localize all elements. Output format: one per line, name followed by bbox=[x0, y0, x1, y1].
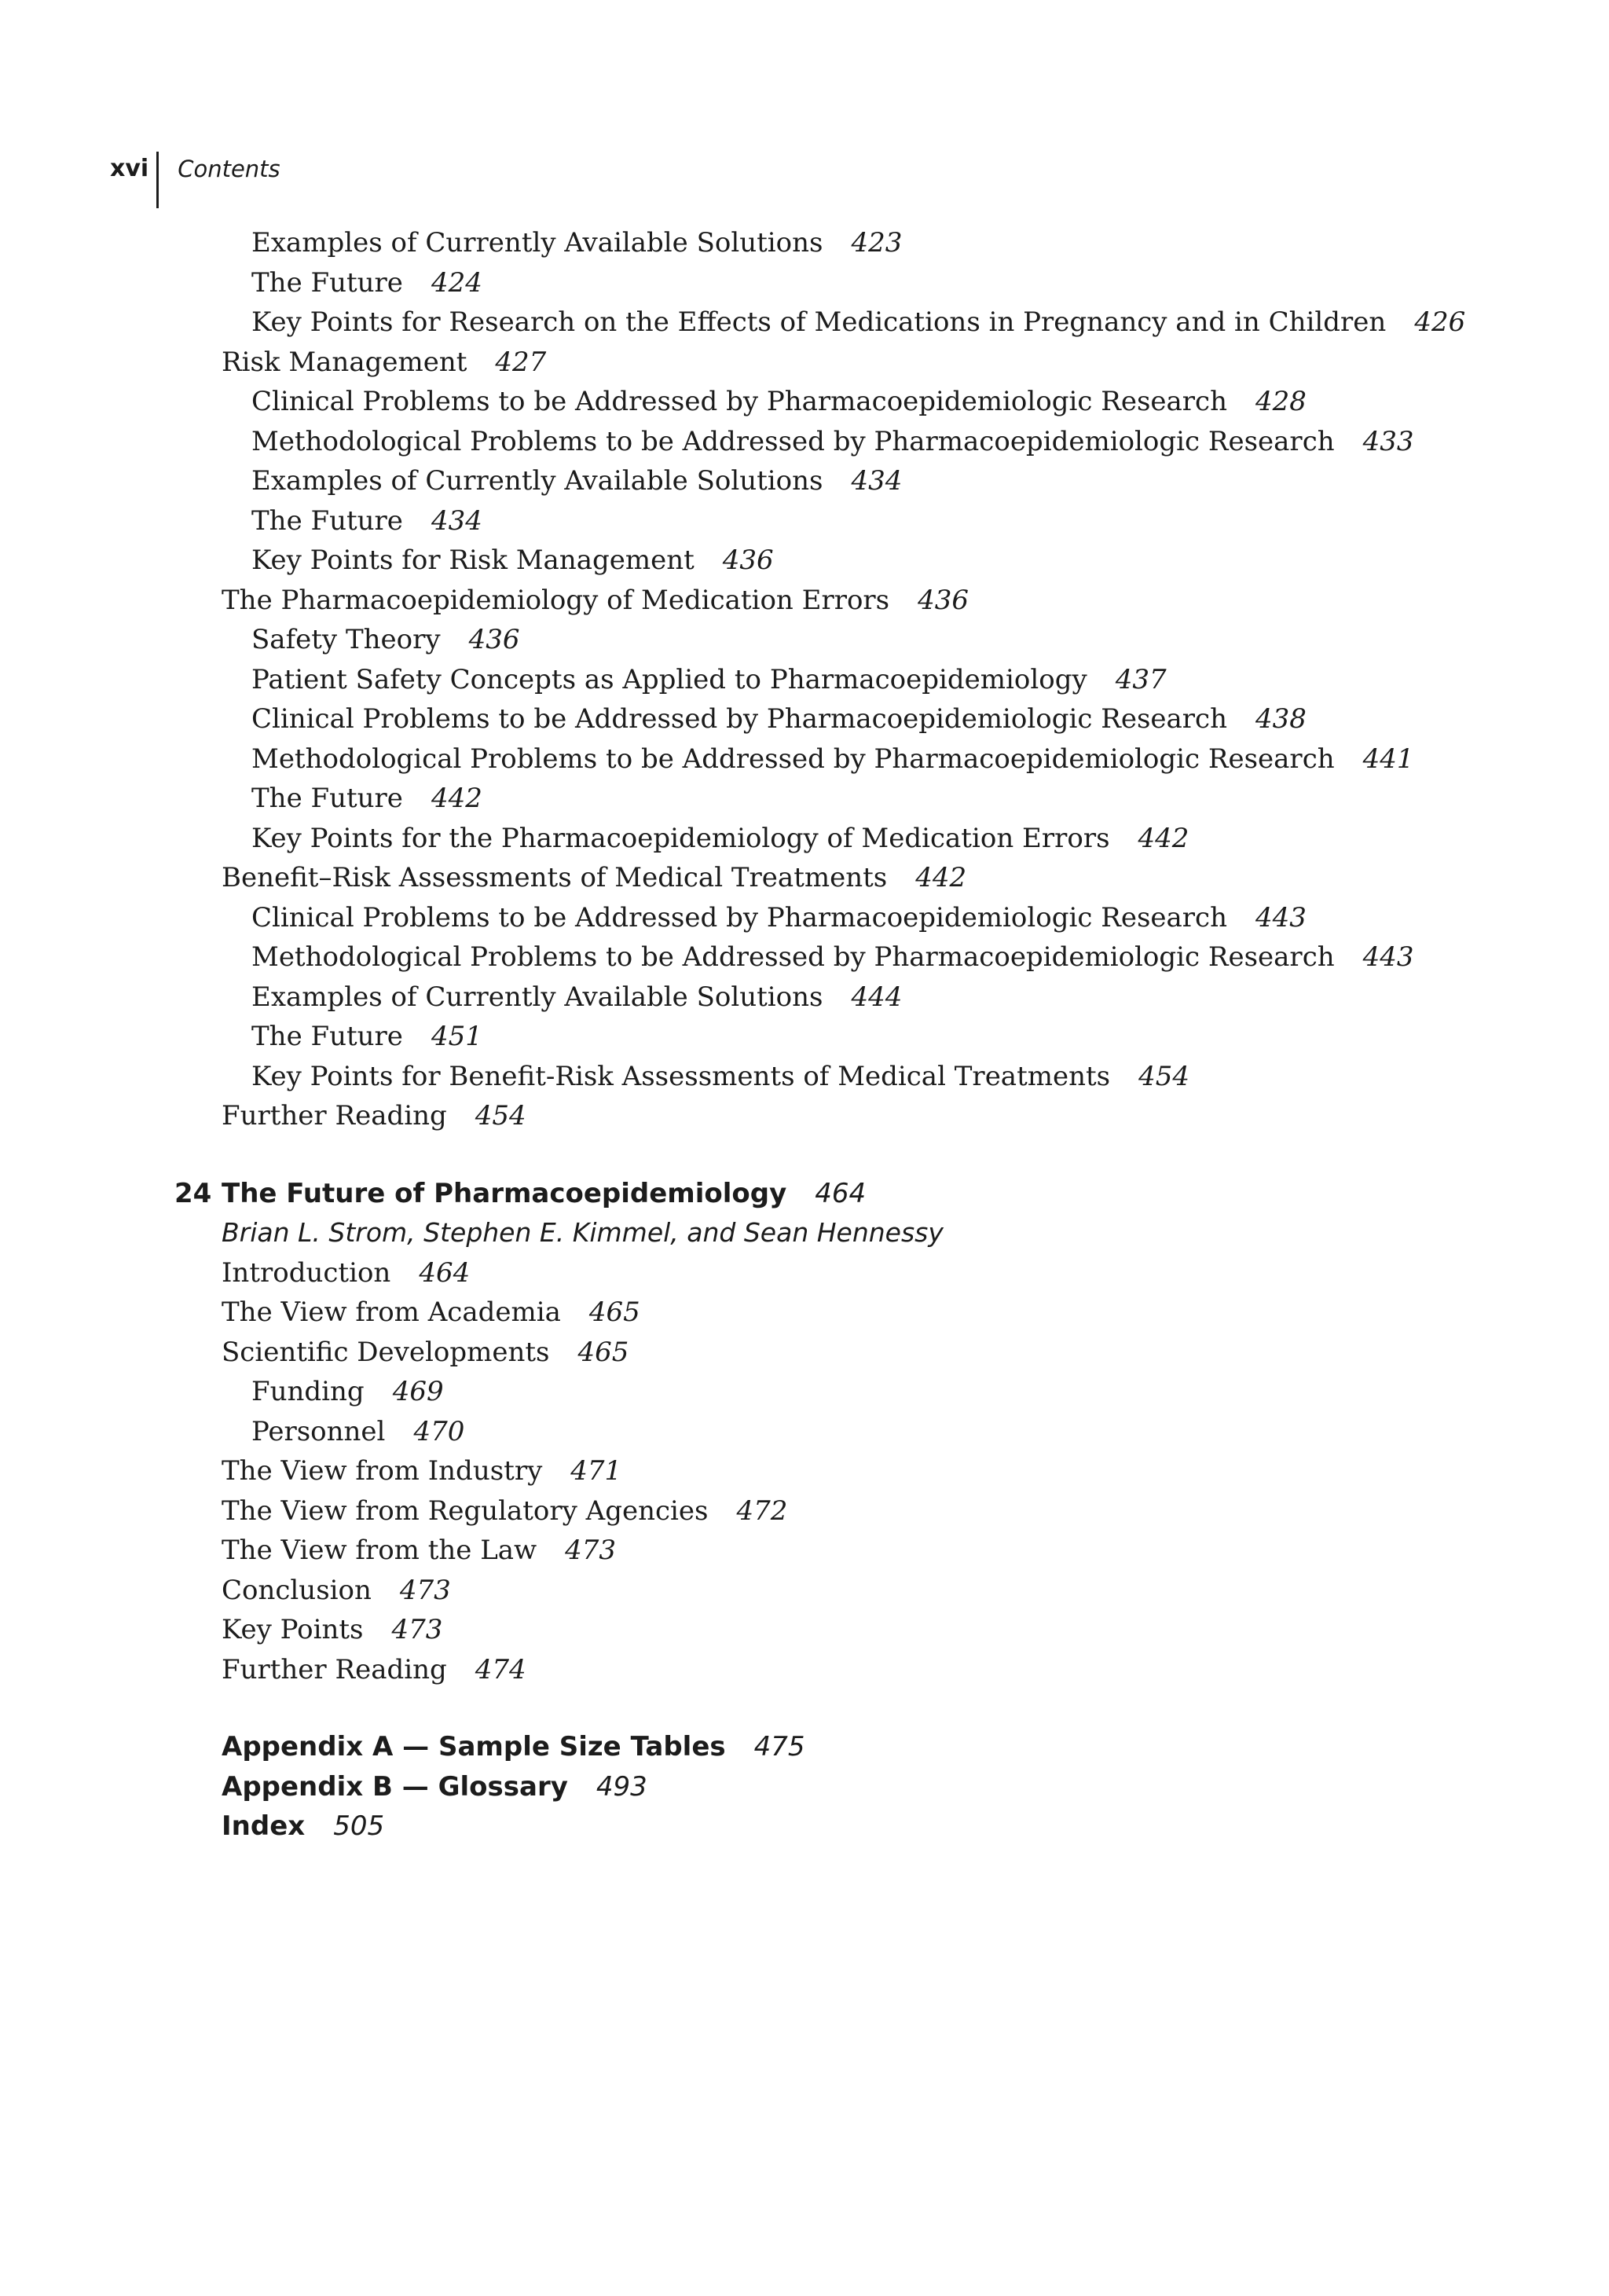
chapter-authors: Brian L. Strom, Stephen E. Kimmel, and Sean Hennessy bbox=[222, 1217, 944, 1248]
toc-entry-title: The View from the Law bbox=[222, 1535, 537, 1566]
toc-entry-scientific-developments[interactable] bbox=[0, 1333, 1609, 1373]
toc-entry-further-reading[interactable] bbox=[0, 1650, 1609, 1690]
chapter-number: 24 bbox=[174, 1177, 212, 1209]
toc-entry-page-number: 465 bbox=[577, 1336, 629, 1368]
toc-entry-title: Index bbox=[222, 1810, 306, 1842]
toc-entry-page-number: 428 bbox=[1255, 386, 1307, 417]
toc-entry-page-number: 443 bbox=[1255, 901, 1307, 933]
toc-entry-title: The Future bbox=[251, 1021, 403, 1052]
toc-entry-examples-of-currently-available-solutions[interactable] bbox=[0, 461, 1609, 501]
toc-entry-patient-safety-concepts-as-applied-to-pharmacoepidemiology[interactable] bbox=[0, 660, 1609, 700]
toc-entry-page-number: 434 bbox=[431, 504, 482, 537]
back-matter-spacer bbox=[0, 1689, 1609, 1727]
toc-entry-page-number: 473 bbox=[391, 1614, 443, 1645]
toc-entry-page-number: 427 bbox=[495, 346, 547, 378]
toc-entry-page-number: 443 bbox=[1362, 941, 1414, 973]
toc-entry-title: The Pharmacoepidemiology of Medication Errors bbox=[222, 584, 890, 616]
toc-entry-title: Appendix B — Glossary bbox=[222, 1770, 568, 1803]
toc-back-matter bbox=[0, 1727, 1609, 1847]
toc-entry-page-number: 442 bbox=[431, 783, 482, 814]
toc-entry-title: Safety Theory bbox=[251, 624, 441, 655]
toc-entry-title: Appendix A — Sample Size Tables bbox=[222, 1731, 726, 1762]
toc-entry-title: The View from Regulatory Agencies bbox=[222, 1495, 709, 1527]
toc-entry-clinical-problems-to-be-addressed-by-pharmacoepidemiologic-research[interactable] bbox=[0, 699, 1609, 739]
toc-entry-title: The Future bbox=[251, 504, 403, 537]
toc-entry-examples-of-currently-available-solutions[interactable] bbox=[0, 223, 1609, 263]
toc-entry-personnel[interactable] bbox=[0, 1412, 1609, 1452]
toc-entry-page-number: 473 bbox=[565, 1535, 617, 1566]
toc-entry-methodological-problems-to-be-addressed-by-pharmacoepidemiologic-research[interactable] bbox=[0, 937, 1609, 977]
toc-entry-benefit-risk-assessments-of-medical-treatments[interactable] bbox=[0, 858, 1609, 898]
toc-entry-appendix-a-sample-size-tables[interactable] bbox=[0, 1727, 1609, 1767]
toc-entry-the-future[interactable] bbox=[0, 263, 1609, 303]
toc-entry-title: Methodological Problems to be Addressed by Pharmacoepidemiologic Research bbox=[251, 425, 1335, 457]
toc-entry-page-number: 505 bbox=[333, 1810, 385, 1842]
toc-entry-the-pharmacoepidemiology-of-medication-errors[interactable] bbox=[0, 581, 1609, 621]
toc-entry-the-view-from-industry[interactable] bbox=[0, 1451, 1609, 1491]
running-head-title: Contents bbox=[178, 156, 280, 182]
chapter-heading[interactable] bbox=[0, 1174, 1609, 1214]
toc-entry-page-number: 433 bbox=[1362, 425, 1414, 457]
chapter-spacer bbox=[0, 1136, 1609, 1174]
toc-entry-title: Key Points for Benefit-Risk Assessments of Medical Treatments bbox=[251, 1060, 1111, 1092]
toc-entry-title: Risk Management bbox=[222, 346, 467, 378]
toc-entry-title: Key Points for the Pharmacoepidemiology of Medication Errors bbox=[251, 822, 1110, 854]
toc-entry-page-number: 441 bbox=[1362, 743, 1414, 775]
toc-entry-page-number: 493 bbox=[596, 1770, 647, 1803]
toc-entry-page-number: 471 bbox=[570, 1455, 622, 1487]
toc-entry-key-points[interactable] bbox=[0, 1610, 1609, 1650]
toc-entry-title: The Future bbox=[251, 266, 403, 299]
chapter-title: The Future of Pharmacoepidemiology bbox=[222, 1177, 787, 1209]
toc-entry-the-view-from-the-law[interactable] bbox=[0, 1531, 1609, 1571]
toc-entry-methodological-problems-to-be-addressed-by-pharmacoepidemiologic-research[interactable] bbox=[0, 422, 1609, 462]
toc-entry-page-number: 474 bbox=[475, 1653, 526, 1685]
toc-entry-clinical-problems-to-be-addressed-by-pharmacoepidemiologic-research[interactable] bbox=[0, 898, 1609, 938]
toc-entry-page-number: 470 bbox=[413, 1415, 465, 1447]
chapter-page-number: 464 bbox=[815, 1177, 867, 1209]
toc-entry-title: Examples of Currently Available Solutions bbox=[251, 465, 823, 497]
toc-entry-the-future[interactable] bbox=[0, 779, 1609, 819]
toc-entry-page-number: 472 bbox=[736, 1495, 788, 1527]
toc-entry-title: Patient Safety Concepts as Applied to Pharmacoepidemiology bbox=[251, 663, 1087, 695]
toc-entry-page-number: 436 bbox=[918, 584, 969, 616]
toc-entry-page-number: 464 bbox=[419, 1256, 471, 1289]
page-folio: xvi bbox=[110, 155, 149, 182]
toc-entry-title: Introduction bbox=[222, 1256, 391, 1289]
toc-entry-title: Scientific Developments bbox=[222, 1336, 550, 1368]
toc-entry-methodological-problems-to-be-addressed-by-pharmacoepidemiologic-research[interactable] bbox=[0, 739, 1609, 779]
table-of-contents bbox=[0, 223, 1609, 1847]
toc-entry-page-number: 438 bbox=[1255, 703, 1307, 735]
toc-entry-page-number: 426 bbox=[1414, 306, 1466, 338]
toc-entry-page-number: 465 bbox=[588, 1297, 640, 1328]
toc-entry-appendix-b-glossary[interactable] bbox=[0, 1767, 1609, 1807]
toc-entry-title: The View from Industry bbox=[222, 1455, 543, 1487]
toc-section-previous-chapter bbox=[0, 223, 1609, 1136]
toc-entry-title: The Future bbox=[251, 783, 403, 814]
toc-entry-page-number: 442 bbox=[1138, 822, 1189, 854]
toc-entry-page-number: 454 bbox=[475, 1100, 526, 1131]
toc-entry-page-number: 475 bbox=[753, 1731, 805, 1762]
toc-entry-further-reading[interactable] bbox=[0, 1096, 1609, 1136]
toc-entry-page-number: 454 bbox=[1138, 1060, 1190, 1092]
toc-entry-title: Further Reading bbox=[222, 1100, 447, 1131]
toc-entry-introduction[interactable] bbox=[0, 1253, 1609, 1293]
toc-entry-title: Key Points for Risk Management bbox=[251, 545, 695, 576]
toc-entry-title: Methodological Problems to be Addressed by Pharmacoepidemiologic Research bbox=[251, 941, 1335, 973]
toc-entry-the-view-from-academia[interactable] bbox=[0, 1293, 1609, 1333]
toc-entry-title: Methodological Problems to be Addressed by Pharmacoepidemiologic Research bbox=[251, 743, 1335, 775]
toc-entry-title: Key Points bbox=[222, 1614, 364, 1645]
toc-entry-title: Examples of Currently Available Solutions bbox=[251, 227, 823, 259]
toc-entry-page-number: 444 bbox=[851, 981, 903, 1013]
toc-entry-page-number: 436 bbox=[722, 545, 774, 576]
toc-entry-examples-of-currently-available-solutions[interactable] bbox=[0, 977, 1609, 1018]
running-head bbox=[110, 152, 280, 208]
toc-entry-the-view-from-regulatory-agencies[interactable] bbox=[0, 1491, 1609, 1531]
toc-entry-clinical-problems-to-be-addressed-by-pharmacoepidemiologic-research[interactable] bbox=[0, 382, 1609, 422]
toc-entry-the-future[interactable] bbox=[0, 501, 1609, 541]
toc-entry-title: Personnel bbox=[251, 1415, 386, 1447]
toc-entry-title: Examples of Currently Available Solutions bbox=[251, 981, 823, 1013]
toc-entry-title: Further Reading bbox=[222, 1653, 447, 1685]
toc-entry-page-number: 434 bbox=[851, 465, 903, 497]
toc-entry-key-points-for-risk-management[interactable] bbox=[0, 541, 1609, 581]
toc-entry-title: Benefit–Risk Assessments of Medical Treatments bbox=[222, 862, 888, 893]
toc-entry-index[interactable] bbox=[0, 1806, 1609, 1847]
toc-section-chapter-24 bbox=[0, 1253, 1609, 1690]
toc-entry-page-number: 442 bbox=[915, 862, 967, 893]
toc-entry-page-number: 423 bbox=[851, 227, 903, 259]
toc-entry-page-number: 437 bbox=[1115, 663, 1167, 695]
toc-entry-key-points-for-the-pharmacoepidemiology-of-medication-errors[interactable] bbox=[0, 819, 1609, 859]
toc-entry-page-number: 451 bbox=[431, 1021, 482, 1052]
toc-entry-page-number: 436 bbox=[468, 624, 520, 655]
toc-entry-title: Clinical Problems to be Addressed by Pharmacoepidemiologic Research bbox=[251, 703, 1227, 735]
toc-entry-conclusion[interactable] bbox=[0, 1571, 1609, 1611]
toc-entry-page-number: 424 bbox=[431, 266, 482, 299]
toc-entry-title: Conclusion bbox=[222, 1574, 372, 1606]
toc-entry-risk-management[interactable] bbox=[0, 343, 1609, 383]
toc-entry-key-points-for-benefit-risk-assessments-of-medical-treatments[interactable] bbox=[0, 1057, 1609, 1097]
toc-entry-title: Key Points for Research on the Effects of Medications in Pregnancy and in Children bbox=[251, 306, 1387, 338]
toc-entry-title: Clinical Problems to be Addressed by Pharmacoepidemiologic Research bbox=[251, 386, 1227, 417]
toc-entry-title: Funding bbox=[251, 1376, 365, 1407]
toc-entry-page-number: 469 bbox=[392, 1376, 444, 1407]
toc-entry-key-points-for-research-on-the-effects-of-medications-in-pregnancy-and-in-children[interactable] bbox=[0, 303, 1609, 343]
toc-entry-page-number: 473 bbox=[399, 1574, 451, 1606]
toc-entry-safety-theory[interactable] bbox=[0, 620, 1609, 660]
toc-entry-title: The View from Academia bbox=[222, 1297, 561, 1328]
toc-entry-the-future[interactable] bbox=[0, 1017, 1609, 1057]
toc-entry-title: Clinical Problems to be Addressed by Pharmacoepidemiologic Research bbox=[251, 901, 1227, 933]
toc-entry-funding[interactable] bbox=[0, 1372, 1609, 1412]
